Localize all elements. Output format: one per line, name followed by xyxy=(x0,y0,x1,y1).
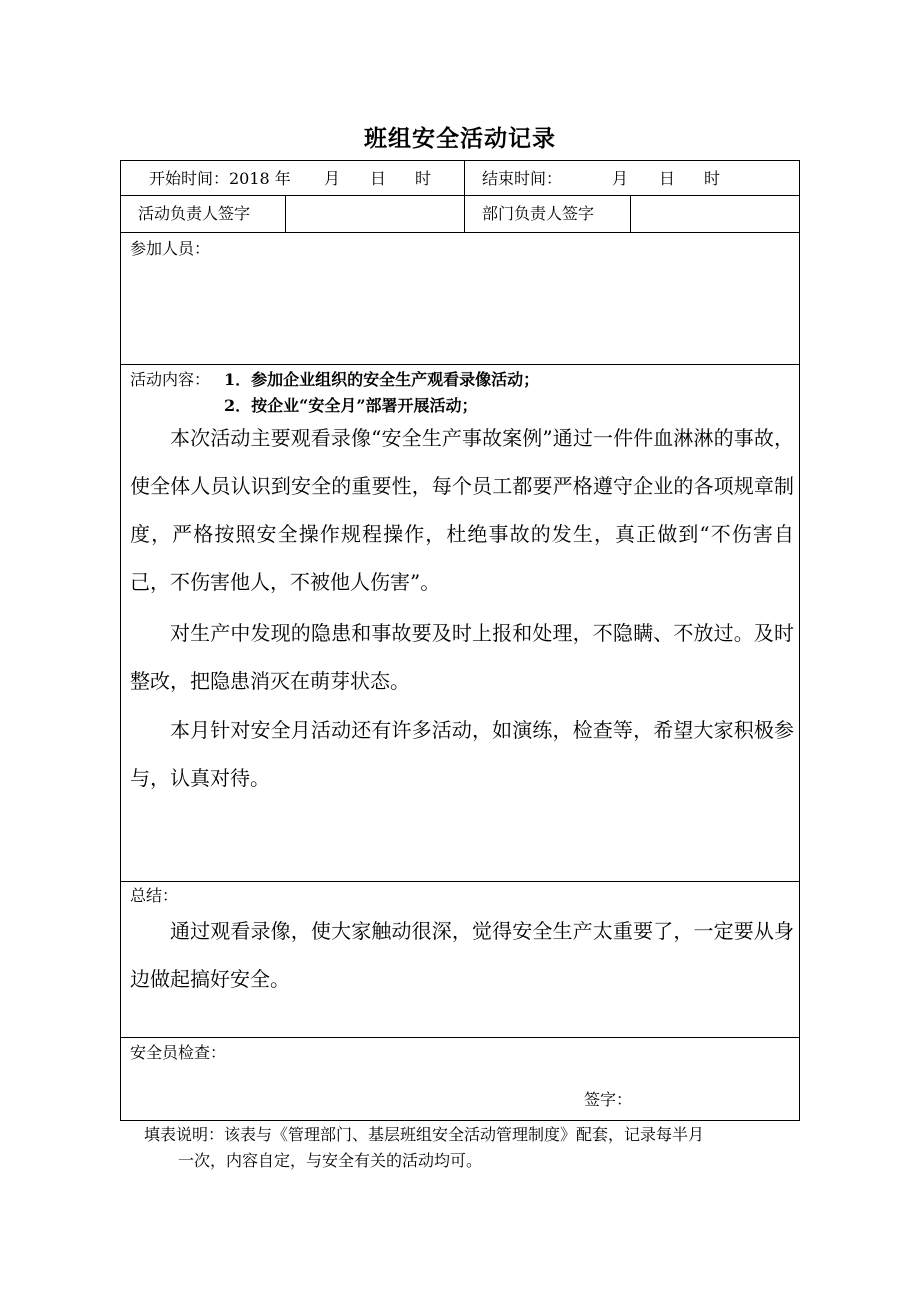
content-paragraph: 本次活动主要观看录像“安全生产事故案例”通过一件件血淋淋的事故，使全体人员认识到安全的重要性，每个员工都要严格遵守企业的各项规章制度，严格按照安全操作规程操作，杜绝事故的发生，真正做到“不伤害自己，不伤害他人，不被他人伤害”。 xyxy=(130,426,794,594)
start-time-label: 开始时间：2018 年 xyxy=(149,169,291,188)
form-note-line-1: 填表说明：该表与《管理部门、基层班组安全活动管理制度》配套，记录每半月 xyxy=(144,1125,705,1144)
inspection-sign-label: 签字： xyxy=(584,1090,633,1109)
row-divider xyxy=(121,195,799,196)
content-label: 活动内容： xyxy=(130,370,211,389)
row-divider xyxy=(121,232,799,233)
dept-leader-sign-label: 部门负责人签字 xyxy=(482,204,595,223)
content-item-2: 2．按企业“安全月”部署开展活动； xyxy=(224,396,478,415)
form-note-line-2: 一次，内容自定，与安全有关的活动均可。 xyxy=(178,1151,483,1170)
content-item-1: 1．参加企业组织的安全生产观看录像活动； xyxy=(224,370,540,389)
activity-record-form xyxy=(120,160,800,1121)
row-divider xyxy=(121,881,799,882)
end-hour-label: 时 xyxy=(704,169,721,188)
end-day-label: 日 xyxy=(659,169,676,188)
start-hour-label: 时 xyxy=(415,169,432,188)
content-paragraph: 本月针对安全月活动还有许多活动，如演练，检查等，希望大家积极参与，认真对待。 xyxy=(130,718,794,790)
summary-text: 通过观看录像，使大家触动很深，觉得安全生产太重要了，一定要从身边做起搞好安全。 xyxy=(130,919,794,991)
end-time-label: 结束时间： xyxy=(482,169,563,188)
column-divider xyxy=(464,161,465,232)
content-paragraph: 对生产中发现的隐患和事故要及时上报和处理，不隐瞒、不放过。及时整改，把隐患消灭在萌芽状态。 xyxy=(130,621,794,693)
inspection-label: 安全员检查： xyxy=(130,1043,227,1062)
start-day-label: 日 xyxy=(370,169,387,188)
summary-label: 总结： xyxy=(130,886,179,905)
end-month-label: 月 xyxy=(612,169,629,188)
participants-label: 参加人员： xyxy=(130,239,211,258)
row-divider xyxy=(121,364,799,365)
row-divider xyxy=(121,1037,799,1038)
page-title: 班组安全活动记录 xyxy=(364,125,556,152)
activity-leader-sign-label: 活动负责人签字 xyxy=(138,204,251,223)
column-divider xyxy=(630,195,631,232)
start-month-label: 月 xyxy=(324,169,341,188)
column-divider xyxy=(285,195,286,232)
